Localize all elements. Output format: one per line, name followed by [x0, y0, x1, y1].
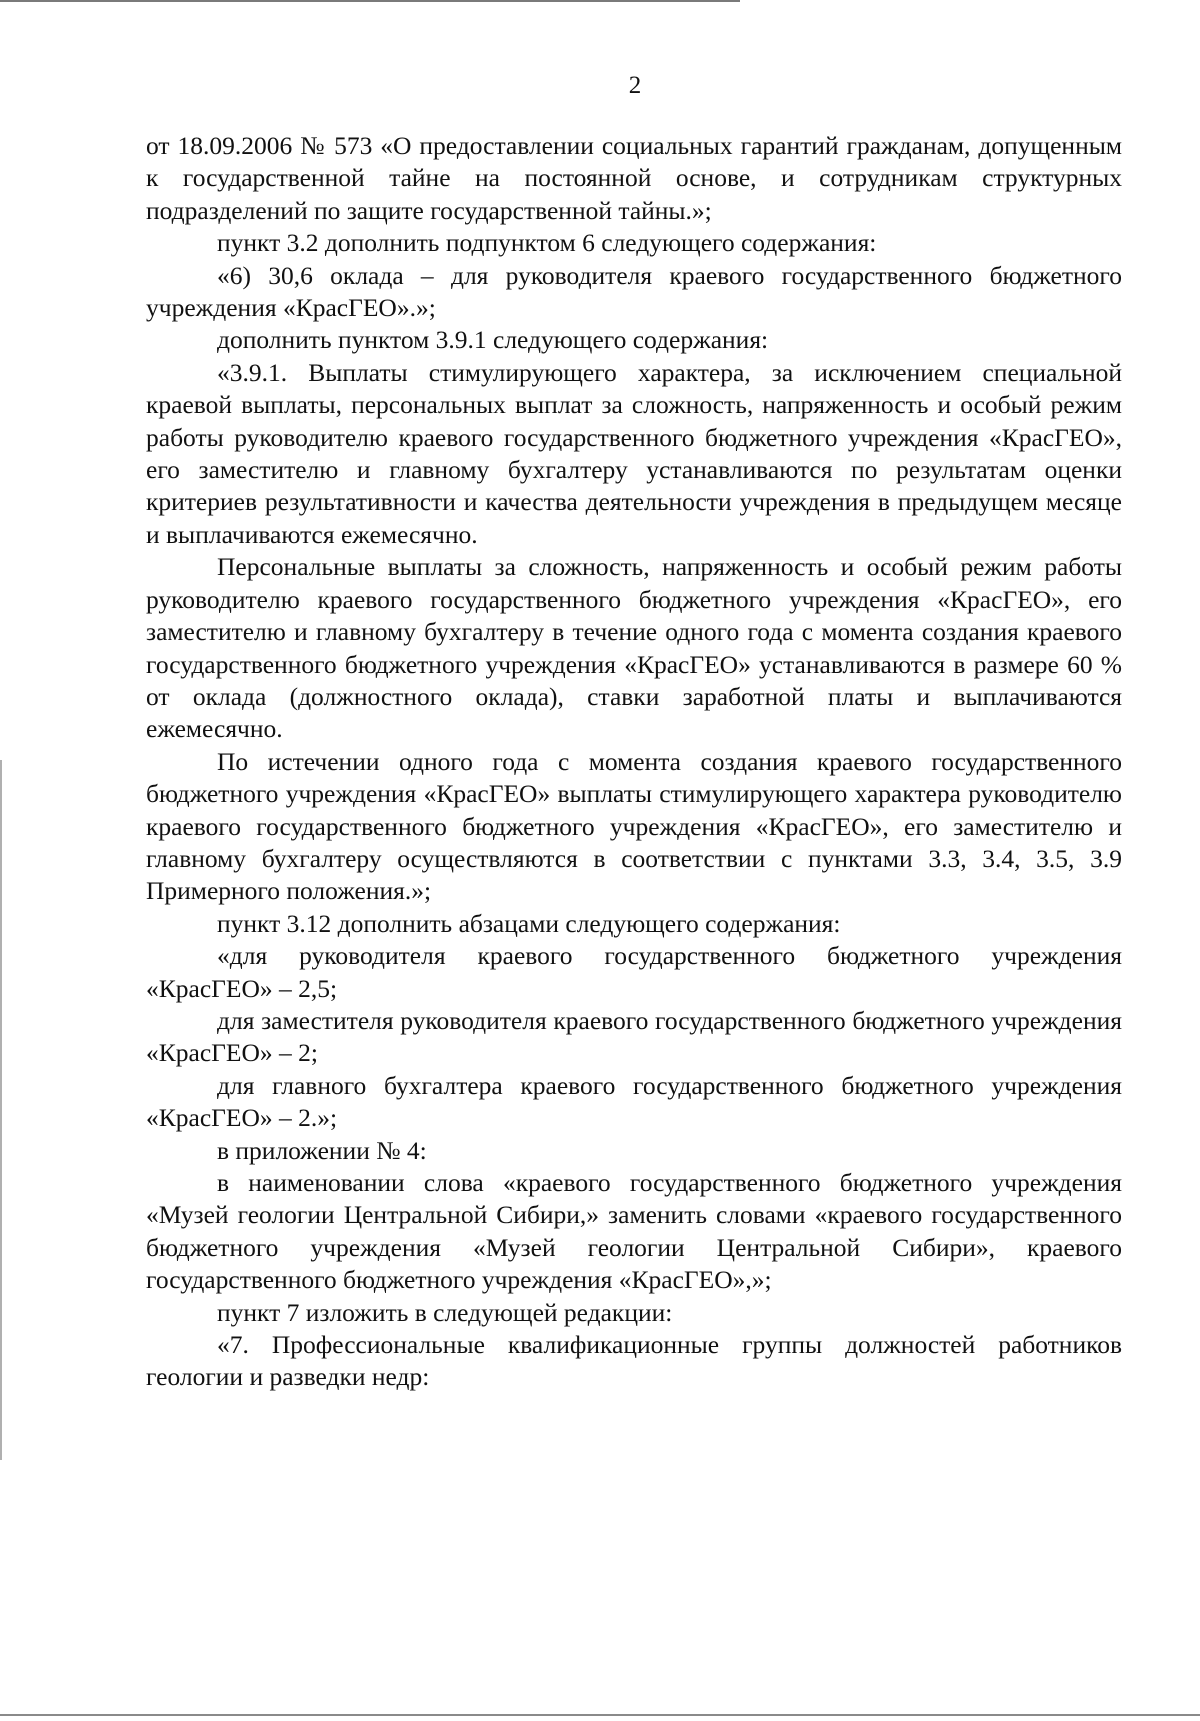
paragraph: «6) 30,6 оклада – для руководителя краевого государственного бюджетного учреждения «КрасГЕО».»;	[146, 260, 1122, 323]
paragraph: пункт 3.12 дополнить абзацами следующего содержания:	[217, 908, 841, 938]
paragraph: в наименовании слова «краевого государственного бюджетного учреждения «Музей геологии Центральной Сибири,» заменить словами «краевого государственного бюджетного учреждения «Музей геологии Центральной Сибири», краевого государственного бюджетного учреждения «КрасГЕО»,»;	[146, 1168, 1122, 1295]
page-number: 2	[628, 72, 642, 99]
paragraph: дополнить пунктом 3.9.1 следующего содержания:	[217, 325, 769, 355]
scan-edge-bottom	[0, 1714, 1200, 1716]
paragraph: в приложении № 4:	[217, 1135, 427, 1165]
paragraph: пункт 7 изложить в следующей редакции:	[217, 1297, 673, 1327]
paragraph: для заместителя руководителя краевого государственного бюджетного учреждения «КрасГЕО» – 2;	[146, 1005, 1122, 1068]
scan-edge-top	[0, 0, 740, 2]
paragraph: «7. Профессиональные квалификационные группы должностей работников геологии и разведки недр:	[146, 1330, 1122, 1392]
paragraph: По истечении одного года с момента создания краевого государственного бюджетного учреждения «КрасГЕО» выплаты стимулирующего характера руководителю краевого государственного бюджетного учреждения «КрасГЕО», его заместителю и главному бухгалтеру осуществляются в соответствии с пунктами 3.3, 3.4, 3.5, 3.9 Примерного положения.»;	[146, 746, 1122, 906]
scan-edge-left	[0, 760, 2, 1460]
paragraph: «для руководителя краевого государственного бюджетного учреждения «КрасГЕО» – 2,5;	[146, 941, 1122, 1003]
paragraph: «3.9.1. Выплаты стимулирующего характера, за исключением специальной краевой выплаты, персональных выплат за сложность, напряженность и особый режим работы руководителю краевого государственного бюджетного учреждения «КрасГЕО», его заместителю и главному бухгалтеру устанавливаются по результатам оценки критериев результативности и качества деятельности учреждения в предыдущем месяце и выплачиваются ежемесячно.	[146, 357, 1122, 549]
paragraph: пункт 3.2 дополнить подпунктом 6 следующего содержания:	[217, 228, 877, 258]
paragraph: Персональные выплаты за сложность, напряженность и особый режим работы руководителю краевого государственного бюджетного учреждения «КрасГЕО», его заместителю и главному бухгалтеру в течение одного года с момента создания краевого государственного бюджетного учреждения «КрасГЕО» устанавливаются в размере 60 % от оклада (должностного оклада), ставки заработной платы и выплачиваются ежемесячно.	[146, 552, 1122, 744]
document-body	[146, 130, 1122, 1394]
paragraph: от 18.09.2006 № 573 «О предоставлении социальных гарантий гражданам, допущенным к государственной тайне на постоянной основе, и сотрудникам структурных подразделений по защите государственной тайны.»;	[146, 131, 1122, 225]
paragraph: для главного бухгалтера краевого государственного бюджетного учреждения «КрасГЕО» – 2.»;	[146, 1070, 1122, 1133]
